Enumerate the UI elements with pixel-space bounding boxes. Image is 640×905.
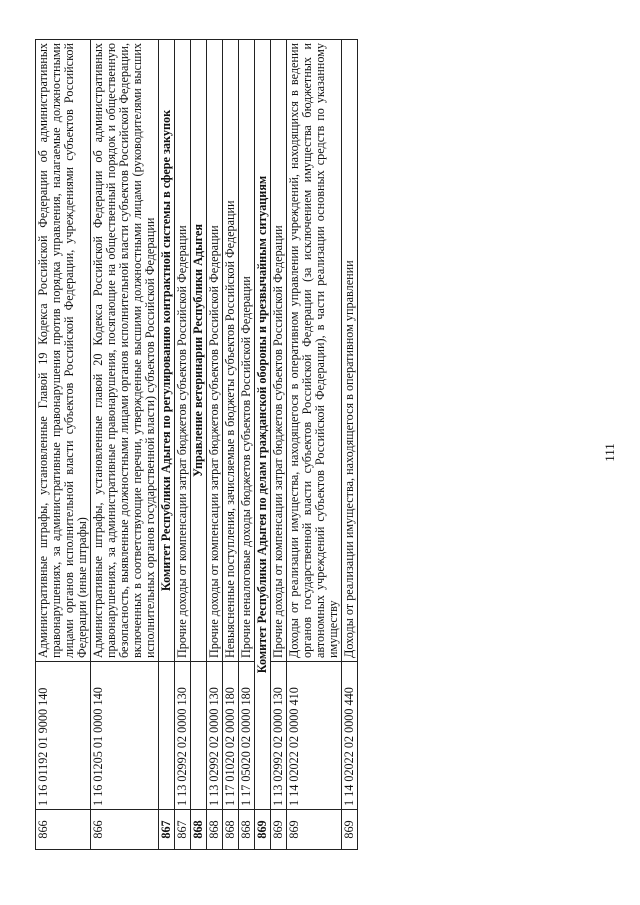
budget-code-cell: 1 16 01192 01 9000 140 [36,662,91,810]
budget-code-cell: 1 14 02022 02 0000 440 [342,662,358,810]
table-row [207,40,223,850]
section-header-row [191,40,207,850]
admin-code-cell: 866 [91,810,159,850]
page-number: 111 [602,443,617,462]
budget-code-cell [191,662,207,810]
admin-code-cell: 867 [175,810,191,850]
table-row [91,40,159,850]
admin-code-cell: 868 [223,810,239,850]
budget-code-cell [159,662,175,810]
admin-code-cell: 868 [191,810,207,850]
description-cell: Прочие доходы от компенсации затрат бюджетов субъектов Российской Федерации [271,40,287,662]
section-header-row [159,40,175,850]
admin-code-cell: 866 [36,810,91,850]
budget-code-cell: 1 13 02992 02 0000 130 [175,662,191,810]
table-row [271,40,287,850]
admin-code-cell: 867 [159,810,175,850]
table-row [175,40,191,850]
description-cell: Административные штрафы, установленные Главой 19 Кодекса Российской Федерации об административных правонарушениях, за административные правонарушения против порядка управления, налагаемые должностными лицами органов исполнительной власти субъектов Российской Федерации, учреждениями субъектов Российской Федерации (иные штрафы) [36,40,91,662]
description-cell: Административные штрафы, установленные главой 20 Кодекса Российской Федерации об административных правонарушениях, за административные правонарушения, посягающие на общественный порядок и общественную безопасность, выявленные должностными лицами органов исполнительной власти субъектов Российской Федерации, включенных в соответствующие перечни, утвержденные высшими должностными лицами (руководителями высших исполнительных органов государственной власти) субъектов Российской Федерации [91,40,159,662]
table-row [342,40,358,850]
description-cell: Невыясненные поступления, зачисляемые в бюджеты субъектов Российской Федерации [223,40,239,662]
section-header-row [255,40,271,850]
description-cell: Прочие неналоговые доходы бюджетов субъектов Российской Федерации [239,40,255,662]
description-cell: Прочие доходы от компенсации затрат бюджетов субъектов Российской Федерации [175,40,191,662]
description-cell: Доходы от реализации имущества, находящегося в оперативном управлении [342,40,358,662]
revenue-codes-table [35,39,358,850]
budget-code-cell: 1 13 02992 02 0000 130 [207,662,223,810]
budget-code-cell: 1 17 01020 02 0000 180 [223,662,239,810]
description-cell: Доходы от реализации имущества, находящегося в оперативном управлении учреждений, находящихся в ведении органов государственной власти субъектов Российской Федерации (за исключением имущества бюджетных и автономных учреждений субъектов Российской Федерации), в части реализации основных средств по указанному имуществу [287,40,342,662]
admin-code-cell: 869 [271,810,287,850]
table-row [287,40,342,850]
admin-code-cell: 868 [207,810,223,850]
budget-code-cell: 1 14 02022 02 0000 410 [287,662,342,810]
admin-code-cell: 869 [255,810,271,850]
admin-code-cell: 868 [239,810,255,850]
section-title: Комитет Республики Адыгея по регулированию контрактной системы в сфере закупок [159,40,175,662]
section-title: Комитет Республики Адыгея по делам гражданской обороны и чрезвычайным ситуациям [255,40,271,810]
budget-code-cell: 1 13 02992 02 0000 130 [271,662,287,810]
admin-code-cell: 869 [287,810,342,850]
budget-code-cell: 1 17 05020 02 0000 180 [239,662,255,810]
table-row [223,40,239,850]
budget-code-cell: 1 16 01205 01 0000 140 [91,662,159,810]
admin-code-cell: 869 [342,810,358,850]
section-title: Управление ветеринарии Республики Адыгея [191,40,207,662]
table-row [239,40,255,850]
description-cell: Прочие доходы от компенсации затрат бюджетов субъектов Российской Федерации [207,40,223,662]
table-row [36,40,91,850]
